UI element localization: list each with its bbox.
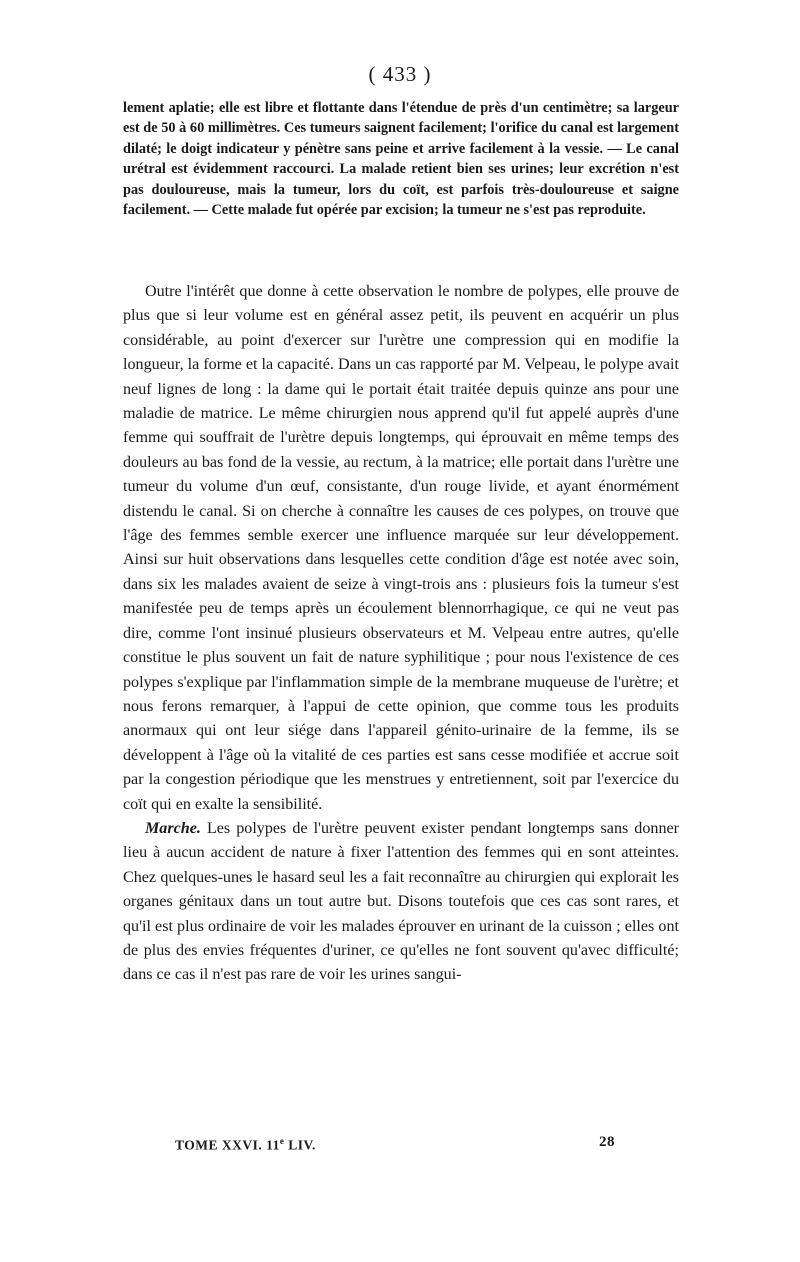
- footer-signature-prefix: TOME XXVI. 11: [175, 1137, 280, 1153]
- footer-signature-sup: e: [279, 1136, 285, 1146]
- body-paragraph-2: [123, 817, 679, 988]
- page-number: ( 433 ): [368, 62, 432, 86]
- observation-note: [123, 98, 679, 220]
- body-paragraph-1: Outre l'intérêt que donne à cette observation le nombre de polypes, elle prouve de plus que si leur volume est en général assez petit, ils peuvent en acquérir un plus considérable, au point d'exercer sur l'urètre une compression qui en modifie la longueur, la forme et la capacité. Dans un cas rapporté par M. Velpeau, le polype avait neuf lignes de long : la dame qui le portait était traitée depuis quinze ans pour une maladie de matrice. Le même chirurgien nous apprend qu'il fut appelé auprès d'une femme qui souffrait de l'urètre depuis longtemps, qui éprouvait en même temps des douleurs au bas fond de la vessie, au rectum, à la matrice; elle portait dans l'urètre une tumeur du volume d'un œuf, consistante, d'un rouge livide, et ayant énormément distendu le canal. Si on cherche à connaître les causes de ces polypes, on trouve que l'âge des femmes semble exercer une influence marquée sur leur développement. Ainsi sur huit observations dans lesquelles cette condition d'âge est notée avec soin, dans six les malades avaient de seize à vingt-trois ans : plusieurs fois la tumeur s'est manifestée peu de temps après un écoulement blennorrhagique, ce qui ne veut pas dire, comme l'ont insinué plusieurs observateurs et M. Velpeau entre autres, qu'elle constitue le plus souvent un fait de nature syphilitique ; pour nous l'existence de ces polypes s'explique par l'inflammation simple de la membrane muqueuse de l'urètre; et nous ferons remarquer, à l'appui de cette opinion, que comme tous les produits anormaux qui ont leur siége dans l'appareil génito-urinaire de la femme, ils se développent à l'âge où la vitalité de ces parties est sans cesse modifiée et accrue soit par la congestion périodique que les menstrues y entretiennent, soit par l'exercice du coït qui en exalte la sensibilité.: [123, 283, 679, 813]
- body-paragraph-2-text: Les polypes de l'urètre peuvent exister pendant longtemps sans donner lieu à aucun accident de nature à fixer l'attention des femmes qui en sont atteintes. Chez quelques-unes le hasard seul les a fait reconnaître au chirurgien qui explorait les organes génitaux dans un tout autre but. Disons toutefois que ces cas sont rares, et qu'il est plus ordinaire de voir les malades éprouver en urinant de la cuisson ; elles ont de plus des envies fréquentes d'uriner, ce qu'elles ne font souvent qu'avec difficulté; dans ce cas il n'est pas rare de voir les urines sangui-: [123, 819, 679, 984]
- footer-signature: [175, 1136, 316, 1154]
- main-text: [123, 280, 679, 988]
- footer-signature-suffix: LIV.: [284, 1137, 316, 1153]
- footer-sheet-number: 28: [599, 1134, 615, 1150]
- note-paragraph: lement aplatie; elle est libre et flottante dans l'étendue de près d'un centimètre; sa largeur est de 50 à 60 millimètres. Ces tumeurs saignent facilement; l'orifice du canal est largement dilaté; le doigt indicateur y pénètre sans peine et arrive facilement à la vessie. — Le canal urétral est évidemment raccourci. La malade retient bien ses urines; leur excrétion n'est pas douloureuse, mais la tumeur, lors du coït, est parfois très-douloureuse et saigne facilement. — Cette malade fut opérée par excision; la tumeur ne s'est pas reproduite.: [123, 100, 679, 219]
- section-title-marche: Marche.: [145, 819, 201, 837]
